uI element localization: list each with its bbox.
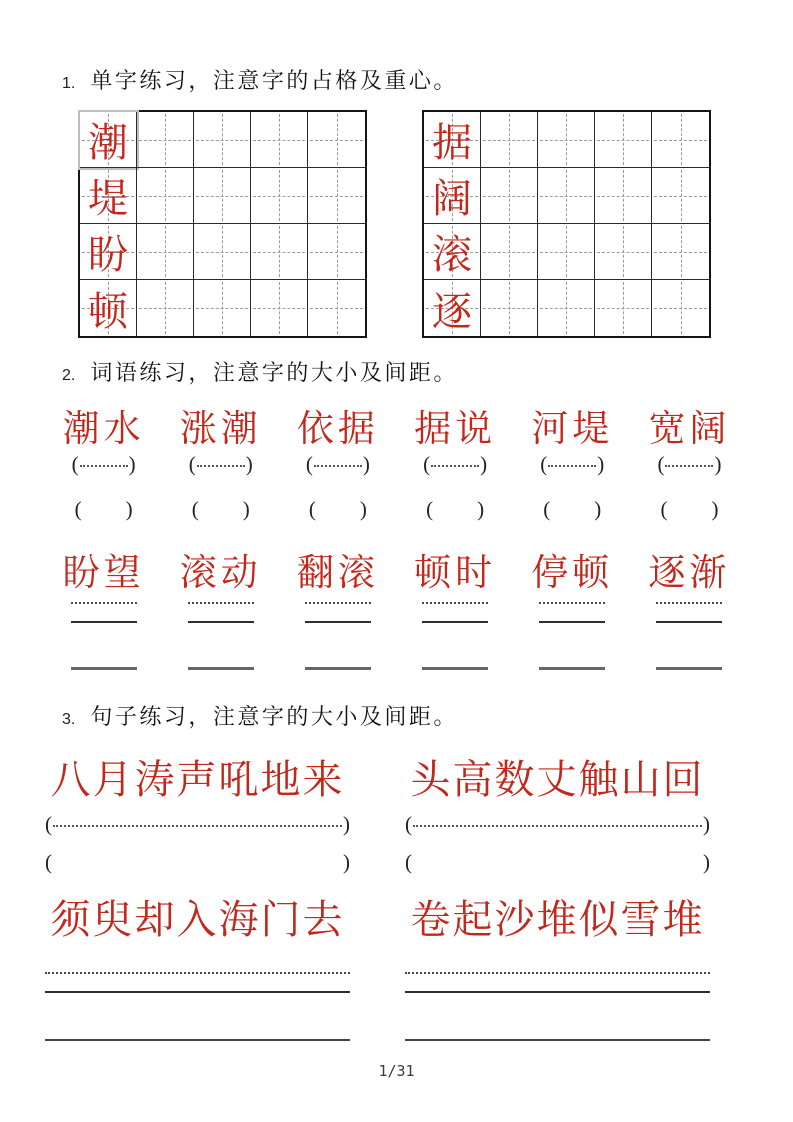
writing-line (539, 667, 605, 670)
paren-group: ( ) (45, 812, 350, 836)
grid-cell (80, 280, 137, 336)
practice-grid-left (78, 110, 367, 338)
paren-group: ( ) (305, 452, 370, 476)
section-number: 3. (62, 711, 76, 728)
practice-char: 潮 (88, 120, 128, 165)
word-item: 逐渐 (648, 553, 731, 594)
grid-cell (538, 280, 595, 336)
section-title: 词语练习，注意字的大小及间距。 (90, 360, 458, 385)
word-item: 宽阔 (648, 409, 731, 450)
word-item: 滚动 (179, 553, 262, 594)
paren-dashed-row (45, 454, 748, 475)
practice-char: 堤 (88, 176, 128, 221)
word-item: 盼望 (62, 553, 145, 594)
answer-blank: ( ) (308, 497, 367, 521)
grid-cell (194, 168, 251, 224)
writing-line-group (71, 602, 137, 670)
grid-cell (538, 112, 595, 168)
grid-cell (137, 280, 194, 336)
grid-cell (194, 224, 251, 280)
dashed-fill-line (314, 465, 362, 467)
paren-group: ( ) (71, 452, 136, 476)
writing-line (422, 667, 488, 670)
grid-cell (481, 280, 538, 336)
section-number: 2. (62, 367, 76, 384)
word-row-1 (45, 398, 748, 452)
word-row-2 (45, 542, 748, 596)
grid-cell (538, 168, 595, 224)
grid-cell (424, 280, 481, 336)
sentence-item: 卷起沙堆似雪堆 (410, 897, 705, 942)
dashed-guide-line (45, 972, 350, 974)
word-writing-lines (45, 602, 748, 670)
word-item: 潮水 (62, 409, 145, 450)
answer-blank: ( ) (426, 497, 485, 521)
grid-cell (251, 280, 308, 336)
grid-cell (424, 224, 481, 280)
writing-line (45, 1039, 350, 1041)
word-item: 顿时 (414, 553, 497, 594)
grid-cell (652, 112, 709, 168)
practice-char: 阔 (432, 176, 472, 221)
writing-line (422, 621, 488, 623)
answer-blank: ( ) (660, 497, 719, 521)
answer-blank: ( ) (45, 850, 350, 874)
grid-cell (481, 168, 538, 224)
paren-group: ( ) (405, 812, 710, 836)
dashed-fill-line (665, 465, 713, 467)
writing-line (71, 621, 137, 623)
sentence-writing-lines (45, 972, 710, 1041)
section-title: 句子练习，注意字的大小及间距。 (90, 704, 458, 729)
writing-line (656, 667, 722, 670)
grid-cell (137, 224, 194, 280)
grid-cell (251, 112, 308, 168)
grid-cell (80, 168, 137, 224)
sentence-item: 头高数丈触山回 (410, 757, 705, 802)
word-item: 依据 (296, 409, 379, 450)
word-item: 翻滚 (296, 553, 379, 594)
grid-cell (424, 168, 481, 224)
grid-cell (652, 224, 709, 280)
grid-cell (652, 280, 709, 336)
grid-cell (538, 224, 595, 280)
dashed-guide-line (71, 602, 137, 604)
writing-line-group (539, 602, 605, 670)
paren-group: ( ) (423, 452, 488, 476)
writing-line (539, 621, 605, 623)
section-number: 1. (62, 75, 76, 92)
dashed-fill-line (431, 465, 479, 467)
answer-blank: ( ) (405, 850, 710, 874)
section-title: 单字练习，注意字的占格及重心。 (90, 68, 458, 93)
answer-blank: ( ) (74, 497, 133, 521)
practice-char: 盼 (88, 232, 128, 277)
dashed-fill-line (80, 465, 128, 467)
writing-line (188, 621, 254, 623)
grid-cell (137, 168, 194, 224)
dashed-fill-line (413, 825, 702, 827)
section-1-heading (62, 64, 458, 95)
writing-line-group (305, 602, 371, 670)
writing-line (188, 667, 254, 670)
practice-char: 顿 (88, 288, 128, 334)
paren-group: ( ) (657, 452, 722, 476)
grid-cell (251, 224, 308, 280)
dashed-guide-line (305, 602, 371, 604)
writing-line (656, 621, 722, 623)
writing-line-group (188, 602, 254, 670)
dashed-guide-line (188, 602, 254, 604)
dashed-guide-line (539, 602, 605, 604)
section-3-heading (62, 700, 458, 731)
sentence-paren-empty-row (45, 852, 710, 873)
practice-char: 据 (432, 120, 472, 165)
sentence-row-2 (45, 888, 710, 945)
grid-cell (194, 280, 251, 336)
writing-line-group (405, 972, 710, 1041)
answer-blank: ( ) (191, 497, 250, 521)
dashed-guide-line (405, 972, 710, 974)
dashed-fill-line (53, 825, 342, 827)
grid-cell (595, 280, 652, 336)
dashed-guide-line (656, 602, 722, 604)
grid-cell (80, 224, 137, 280)
writing-line-group (45, 972, 350, 1041)
page-number: 1/31 (378, 1062, 415, 1080)
writing-line (71, 667, 137, 670)
writing-line (305, 667, 371, 670)
sentence-item: 须臾却入海门去 (50, 897, 345, 942)
answer-blank: ( ) (543, 497, 602, 521)
grid-cell (308, 168, 365, 224)
dashed-fill-line (197, 465, 245, 467)
writing-line (405, 1039, 710, 1041)
grid-cell (595, 168, 652, 224)
word-item: 河堤 (531, 409, 614, 450)
dashed-fill-line (548, 465, 596, 467)
word-item: 停顿 (531, 553, 614, 594)
grid-cell (137, 112, 194, 168)
paren-empty-row (45, 499, 748, 520)
grid-cell (595, 112, 652, 168)
writing-line (305, 621, 371, 623)
writing-line-group (656, 602, 722, 670)
word-item: 据说 (414, 409, 497, 450)
practice-char: 逐 (432, 288, 472, 334)
sentence-paren-dashed-row (45, 814, 710, 835)
grid-cell (308, 112, 365, 168)
paren-group: ( ) (188, 452, 253, 476)
paren-group: ( ) (540, 452, 605, 476)
word-item: 涨潮 (179, 409, 262, 450)
grid-cell (652, 168, 709, 224)
grid-cell (80, 112, 137, 168)
writing-line-group (422, 602, 488, 670)
practice-grid-right (422, 110, 711, 338)
grid-cell (308, 280, 365, 336)
practice-char: 滚 (432, 232, 472, 277)
dashed-guide-line (422, 602, 488, 604)
grid-cell (424, 112, 481, 168)
writing-line (405, 991, 710, 993)
sentence-row-1 (45, 748, 710, 805)
writing-line (45, 991, 350, 993)
grid-cell (595, 224, 652, 280)
grid-cell (194, 112, 251, 168)
grid-cell (251, 168, 308, 224)
section-2-heading (62, 356, 458, 387)
sentence-item: 八月涛声吼地来 (50, 757, 345, 802)
grid-cell (481, 224, 538, 280)
grid-cell (308, 224, 365, 280)
grid-cell (481, 112, 538, 168)
